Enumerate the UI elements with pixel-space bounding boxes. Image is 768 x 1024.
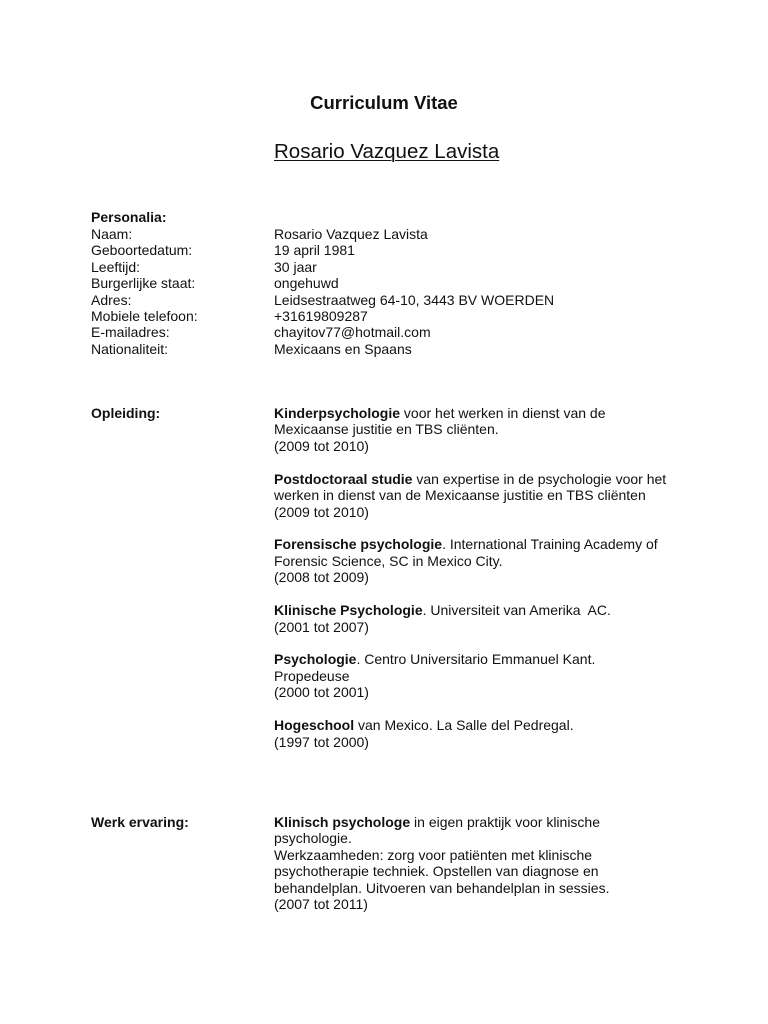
- education-period: (2001 tot 2007): [274, 618, 369, 635]
- personalia-label: Leeftijd:: [91, 258, 141, 275]
- education-period: (2008 tot 2009): [274, 569, 369, 586]
- education-text: voor het werken in dienst van de: [400, 405, 606, 421]
- personalia-label: E-mailadres:: [91, 324, 170, 341]
- education-text: van Mexico. La Salle del Pedregal.: [354, 717, 574, 734]
- personalia-value: Leidsestraatweg 64-10, 3443 BV WOERDEN: [274, 291, 555, 308]
- personalia-label: Burgerlijke staat:: [91, 275, 196, 292]
- education-text: . Universiteit van Amerika AC.: [422, 602, 611, 619]
- education-entry: [274, 536, 684, 585]
- education-line: Propedeuse: [274, 667, 350, 684]
- education-period: (2009 tot 2010): [274, 437, 369, 454]
- education-text: . Centro Universitario Emmanuel Kant.: [356, 651, 596, 668]
- education-entry: [274, 651, 684, 700]
- education-title: Kinderpsychologie: [274, 405, 401, 421]
- personalia-value: +31619809287: [274, 307, 368, 324]
- personalia-label: Adres:: [91, 291, 132, 308]
- education-text: van expertise in de psychologie voor het: [412, 470, 667, 487]
- personalia-row: [91, 242, 691, 258]
- personalia-value: ongehuwd: [274, 275, 339, 292]
- document-title: Curriculum Vitae: [310, 92, 458, 113]
- personalia-value: Mexicaans en Spaans: [274, 340, 412, 357]
- work-line: Werkzaamheden: zorg voor patiënten met klinische: [274, 846, 593, 863]
- education-period: (1997 tot 2000): [274, 733, 369, 750]
- werk-ervaring-heading: Werk ervaring:: [91, 814, 189, 830]
- personalia-row: [91, 324, 691, 340]
- werk-ervaring-list: [274, 814, 684, 929]
- personalia-row: [91, 341, 691, 357]
- work-entry: [274, 814, 684, 912]
- personalia-label: Nationaliteit:: [91, 340, 169, 357]
- education-entry: [274, 405, 684, 454]
- education-line: Mexicaanse justitie en TBS cliënten.: [274, 421, 499, 438]
- education-line: Forensic Science, SC in Mexico City.: [274, 552, 503, 569]
- education-period: (2000 tot 2001): [274, 684, 369, 701]
- education-title: Forensische psychologie: [274, 536, 443, 553]
- personalia-heading: Personalia:: [91, 209, 167, 225]
- education-title: Psychologie: [274, 651, 357, 668]
- education-entry: [274, 717, 684, 750]
- opleiding-heading: Opleiding:: [91, 405, 161, 421]
- work-line: psychotherapie techniek. Opstellen van diagnose en: [274, 863, 599, 880]
- personalia-label: Geboortedatum:: [91, 242, 193, 259]
- personalia-table: [91, 226, 691, 357]
- education-text: . International Training Academy of: [442, 536, 658, 553]
- work-title: Klinisch psychologe: [274, 814, 411, 830]
- education-entry: [274, 471, 684, 520]
- personalia-label: Mobiele telefoon:: [91, 307, 198, 324]
- work-period: (2007 tot 2011): [274, 896, 368, 913]
- work-text: in eigen praktijk voor klinische: [410, 814, 601, 830]
- opleiding-list: [274, 405, 684, 767]
- personalia-value: 30 jaar: [274, 258, 317, 275]
- education-title: Klinische Psychologie: [274, 602, 423, 619]
- education-line: werken in dienst van de Mexicaanse justitie en TBS cliënten: [274, 487, 646, 504]
- personalia-row: [91, 275, 691, 291]
- work-line: psychologie.: [274, 830, 352, 847]
- personalia-row: [91, 308, 691, 324]
- personalia-row: [91, 259, 691, 275]
- personalia-value: chayitov77@hotmail.com: [274, 324, 431, 341]
- personalia-label: Naam:: [91, 226, 133, 242]
- education-title: Hogeschool: [274, 717, 355, 734]
- personalia-value: Rosario Vazquez Lavista: [274, 226, 428, 242]
- work-line: behandelplan. Uitvoeren van behandelplan in sessies.: [274, 879, 610, 896]
- personalia-value: 19 april 1981: [274, 242, 355, 259]
- education-title: Postdoctoraal studie: [274, 470, 413, 487]
- personalia-row: [91, 292, 691, 308]
- candidate-name-heading: Rosario Vazquez Lavista: [274, 140, 500, 163]
- education-entry: [274, 602, 684, 635]
- education-period: (2009 tot 2010): [274, 503, 369, 520]
- personalia-row: [91, 226, 691, 242]
